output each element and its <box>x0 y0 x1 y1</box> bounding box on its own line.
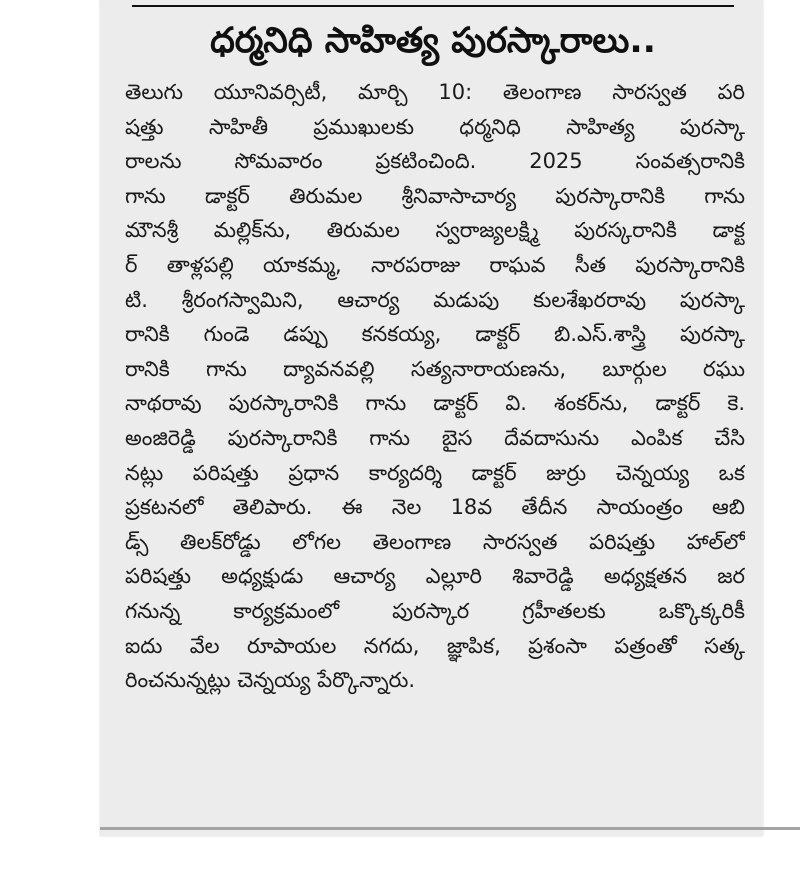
article-line: టి. శ్రీరంగస్వామిని, ఆచార్య మడుపు కులశేఖరరావు పురస్కా <box>125 287 745 312</box>
article-line: షత్తు సాహితీ ప్రముఖులకు ధర్మనిధి సాహిత్య పురస్కా <box>125 114 745 139</box>
article-line: పరిషత్తు అధ్యక్షుడు ఆచార్య ఎల్లూరి శివారెడ్డి అధ్యక్షతన జర <box>125 564 745 589</box>
article-line: రానికి గాను ద్యావనవల్లి సత్యనారాయణను, బూర్గుల రఘు <box>125 356 745 381</box>
article-line: ర్ తాళ్లపల్లి యాకమ్మ, నారపరాజు రాఘవ సీత పురస్కారానికి <box>125 252 745 277</box>
bottom-rule <box>100 827 800 830</box>
article-body <box>125 75 745 795</box>
article-line: ప్రకటనలో తెలిపారు. ఈ నెల 18వ తేదీన సాయంత్రం ఆబి <box>125 495 745 520</box>
article-line: గాను డాక్టర్ తిరుమల శ్రీనివాసాచార్య పురస్కారానికి గాను <box>125 183 745 208</box>
article-line: ఐదు వేల రూపాయల నగదు, జ్ఞాపిక, ప్రశంసా పత్రంతో సత్క <box>125 633 745 658</box>
article-line: నాథరావు పురస్కారానికి గాను డాక్టర్ వి. శంకర్‌ను, డాక్టర్ కె. <box>125 391 745 416</box>
article-line: రానికి గుండె డప్పు కనకయ్య, డాక్టర్ బి.ఎస్.శాస్త్రి పురస్కా <box>125 322 745 347</box>
article-line: తెలుగు యూనివర్సిటీ, మార్చి 10: తెలంగాణ సారస్వత పరి <box>125 80 745 104</box>
article-line: మౌనశ్రీ మల్లిక్‌ను, తిరుమల స్వరాజ్యలక్ష్మి పురస్కరానికి డాక్ట <box>125 218 745 243</box>
article-line: గనున్న కార్యక్రమంలో పురస్కార గ్రహీతలకు ఒక్కొక్కరికీ <box>125 598 745 623</box>
headline: ధర్మనిధి సాహిత్య పురస్కారాలు.. <box>210 21 656 61</box>
article-line-last: రించనున్నట్లు చెన్నయ్య పేర్కొన్నారు. <box>125 668 416 693</box>
article-line: నట్లు పరిషత్తు ప్రధాన కార్యదర్శి డాక్టర్ జుర్రు చెన్నయ్య ఒక <box>125 460 745 485</box>
top-rule <box>132 5 734 7</box>
article-line: రాలను సోమవారం ప్రకటించింది. 2025 సంవత్సరానికి <box>125 149 745 174</box>
article-line: అంజిరెడ్డి పురస్కారానికి గాను బైస దేవదాసును ఎంపిక చేసి <box>125 425 745 450</box>
article-line: డ్స్ తిలక్‌రోడ్డు లోగల తెలంగాణ సారస్వత పరిషత్తు హాల్‌లో <box>125 529 745 554</box>
